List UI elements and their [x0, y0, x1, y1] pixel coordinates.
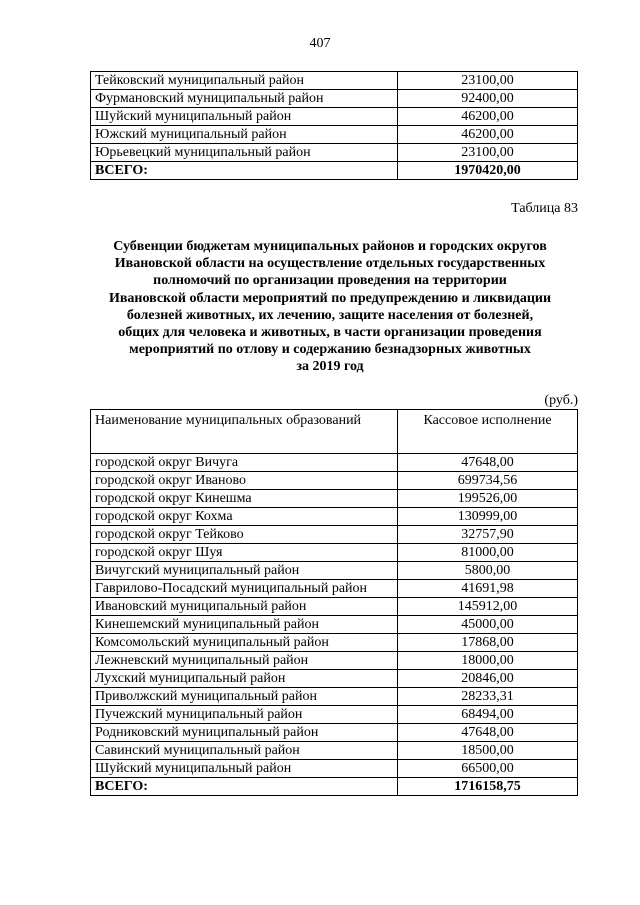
row-name: Южский муниципальный район [91, 126, 398, 144]
table-row [91, 742, 578, 760]
total-value: 1716158,75 [398, 778, 578, 796]
total-row [91, 162, 578, 180]
top-table [90, 71, 578, 180]
row-value: 130999,00 [398, 508, 578, 526]
row-name: Ивановский муниципальный район [91, 598, 398, 616]
table-row [91, 490, 578, 508]
title-line: за 2019 год [296, 359, 364, 375]
row-value: 199526,00 [398, 490, 578, 508]
row-value: 41691,98 [398, 580, 578, 598]
title-line: Субвенции бюджетам муниципальных районов и городских округов [113, 239, 547, 254]
row-value: 17868,00 [398, 634, 578, 652]
table-row [91, 508, 578, 526]
header-row [91, 410, 578, 454]
row-name: городской округ Тейково [91, 526, 398, 544]
row-value: 81000,00 [398, 544, 578, 562]
table-row [91, 652, 578, 670]
row-name: городской округ Кохма [91, 508, 398, 526]
row-name: Лежневский муниципальный район [91, 652, 398, 670]
row-value: 32757,90 [398, 526, 578, 544]
table-row [91, 144, 578, 162]
table-row [91, 616, 578, 634]
row-name: Юрьевецкий муниципальный район [91, 144, 398, 162]
row-name: Савинский муниципальный район [91, 742, 398, 760]
table-row [91, 90, 578, 108]
title-line: Ивановской области мероприятий по предупреждению и ликвидации [108, 290, 552, 306]
main-table [90, 409, 578, 796]
table-row [91, 760, 578, 778]
table-row [91, 598, 578, 616]
row-value: 68494,00 [398, 706, 578, 724]
title-line: болезней животных, их лечению, защите населения от болезней, [126, 307, 534, 323]
row-name: Приволжский муниципальный район [91, 688, 398, 706]
row-value: 5800,00 [398, 562, 578, 580]
table-row [91, 670, 578, 688]
units-label: (руб.) [544, 393, 578, 408]
table-row [91, 108, 578, 126]
row-name: городской округ Вичуга [91, 454, 398, 472]
row-value: 18500,00 [398, 742, 578, 760]
header-name: Наименование муниципальных образований [91, 410, 398, 454]
row-name: Пучежский муниципальный район [91, 706, 398, 724]
table-number-label: Таблица 83 [511, 201, 578, 216]
row-value: 18000,00 [398, 652, 578, 670]
row-value: 23100,00 [398, 144, 578, 162]
total-label: ВСЕГО: [91, 162, 398, 180]
title-line: полномочий по организации проведения на территории [153, 273, 507, 289]
row-name: Родниковский муниципальный район [91, 724, 398, 742]
row-name: Кинешемский муниципальный район [91, 616, 398, 634]
row-name: Лухский муниципальный район [91, 670, 398, 688]
table-row [91, 526, 578, 544]
table-row [91, 634, 578, 652]
row-name: Шуйский муниципальный район [91, 760, 398, 778]
table-row [91, 472, 578, 490]
total-value: 1970420,00 [398, 162, 578, 180]
table-row [91, 72, 578, 90]
row-name: городской округ Кинешма [91, 490, 398, 508]
row-name: Тейковский муниципальный район [91, 72, 398, 90]
table-row [91, 454, 578, 472]
main-table-body [91, 410, 578, 796]
row-name: Фурмановский муниципальный район [91, 90, 398, 108]
header-value: Кассовое исполнение [398, 410, 578, 454]
row-name: Вичугский муниципальный район [91, 562, 398, 580]
title-line: мероприятий по отлову и содержанию безнадзорных животных [129, 342, 531, 358]
row-value: 28233,31 [398, 688, 578, 706]
table-row [91, 544, 578, 562]
total-label: ВСЕГО: [91, 778, 398, 796]
row-name: Гаврилово-Посадский муниципальный район [91, 580, 398, 598]
row-value: 66500,00 [398, 760, 578, 778]
row-name: городской округ Иваново [91, 472, 398, 490]
row-value: 699734,56 [398, 472, 578, 490]
row-value: 23100,00 [398, 72, 578, 90]
row-value: 45000,00 [398, 616, 578, 634]
top-table-body [91, 72, 578, 180]
row-value: 145912,00 [398, 598, 578, 616]
table-row [91, 126, 578, 144]
table-row [91, 724, 578, 742]
row-value: 47648,00 [398, 454, 578, 472]
row-value: 20846,00 [398, 670, 578, 688]
table-row [91, 706, 578, 724]
row-value: 47648,00 [398, 724, 578, 742]
table-row [91, 562, 578, 580]
table-row [91, 688, 578, 706]
page-number: 407 [309, 36, 331, 51]
row-value: 46200,00 [398, 108, 578, 126]
title-line: Ивановской области на осуществление отдельных государственных [114, 256, 546, 272]
title-line: общих для человека и животных, в части организации проведения [118, 325, 542, 341]
row-value: 92400,00 [398, 90, 578, 108]
row-value: 46200,00 [398, 126, 578, 144]
total-row [91, 778, 578, 796]
row-name: Шуйский муниципальный район [91, 108, 398, 126]
row-name: Комсомольский муниципальный район [91, 634, 398, 652]
table-row [91, 580, 578, 598]
table-title [80, 238, 580, 376]
row-name: городской округ Шуя [91, 544, 398, 562]
